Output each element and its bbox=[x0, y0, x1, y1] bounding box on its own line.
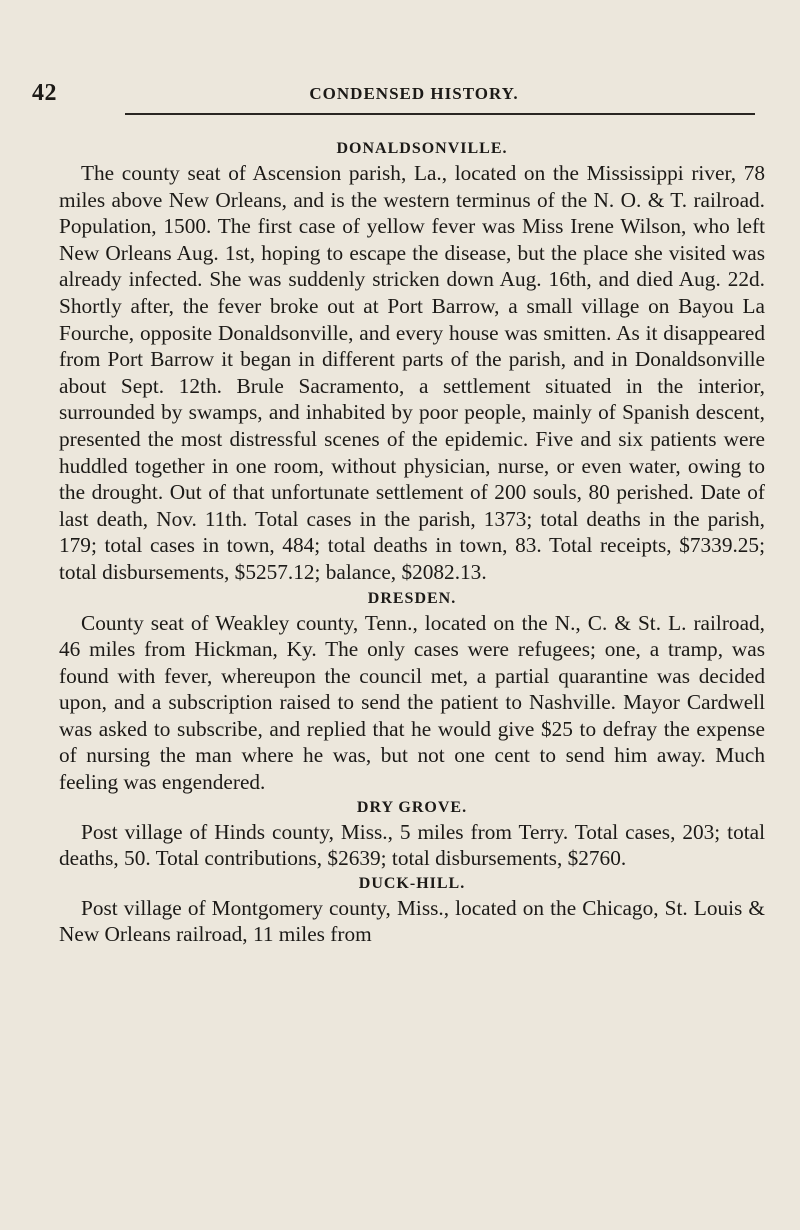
section-heading-donaldsonville: DONALDSONVILLE. bbox=[336, 140, 508, 157]
running-head: CONDENSED HISTORY. bbox=[309, 84, 519, 103]
page-header bbox=[32, 80, 772, 110]
page-body bbox=[59, 138, 765, 948]
section-heading-dresden: DRESDEN. bbox=[367, 589, 457, 607]
header-rule bbox=[125, 113, 755, 115]
section-heading-dry-grove: DRY GROVE. bbox=[356, 798, 468, 816]
page-number: 42 bbox=[32, 80, 57, 106]
section-text-donaldsonville: The county seat of Ascension parish, La., located on the Mississippi river, 78 miles above New Orleans, and is the western terminus of the N. O. & T. railroad. Population, 1500. The first case of yellow fever was Miss Irene Wilson, who left New Orleans Aug. 1st, hoping to escape the disease, but the place she visited was already infected. She was suddenly stricken down Aug. 16th, and died Aug. 22d. Shortly after, the fever broke out at Port Barrow, a small village on Bayou La Fourche, opposite Donaldsonville, and every house was smitten. As it disappeared from Port Barrow it began in different parts of the parish, and in Donaldsonville about Sept. 12th. Brule Sacramento, a settlement situated in the interior, surrounded by swamps, and inhabited by poor people, mainly of Spanish descent, presented the most distressful scenes of the epidemic. Five and six patients were huddled together in one room, without physician, nurse, or even water, owing to the drought. Out of that unfortunate settlement of 200 souls, 80 perished. Date of last death, Nov. 11th. Total cases in the parish, 1373; total deaths in the parish, 179; total cases in town, 484; total deaths in town, 83. Total receipts, $7339.25; total disbursements, $5257.12; balance, $2082.13. bbox=[59, 161, 765, 584]
section-text-duck-hill: Post village of Montgomery county, Miss., located on the Chicago, St. Louis & New Orleans railroad, 11 miles from bbox=[59, 895, 765, 947]
section-text-dry-grove: Post village of Hinds county, Miss., 5 miles from Terry. Total cases, 203; total deaths, 50. Total contributions, $2639; total disbursements, $2760. bbox=[59, 819, 765, 871]
section-heading-duck-hill: DUCK-HILL. bbox=[358, 874, 466, 892]
section-text-dresden: County seat of Weakley county, Tenn., located on the N., C. & St. L. railroad, 46 miles from Hickman, Ky. The only cases were refugees; one, a tramp, was found with fever, whereupon the council met, a partial quarantine was decided upon, and a subscription raised to send the patient to Nashville. Mayor Cardwell was asked to subscribe, and replied that he would give $25 to defray the expense of nursing the man where he was, but not one cent to send him away. Much feeling was engendered. bbox=[59, 610, 765, 795]
